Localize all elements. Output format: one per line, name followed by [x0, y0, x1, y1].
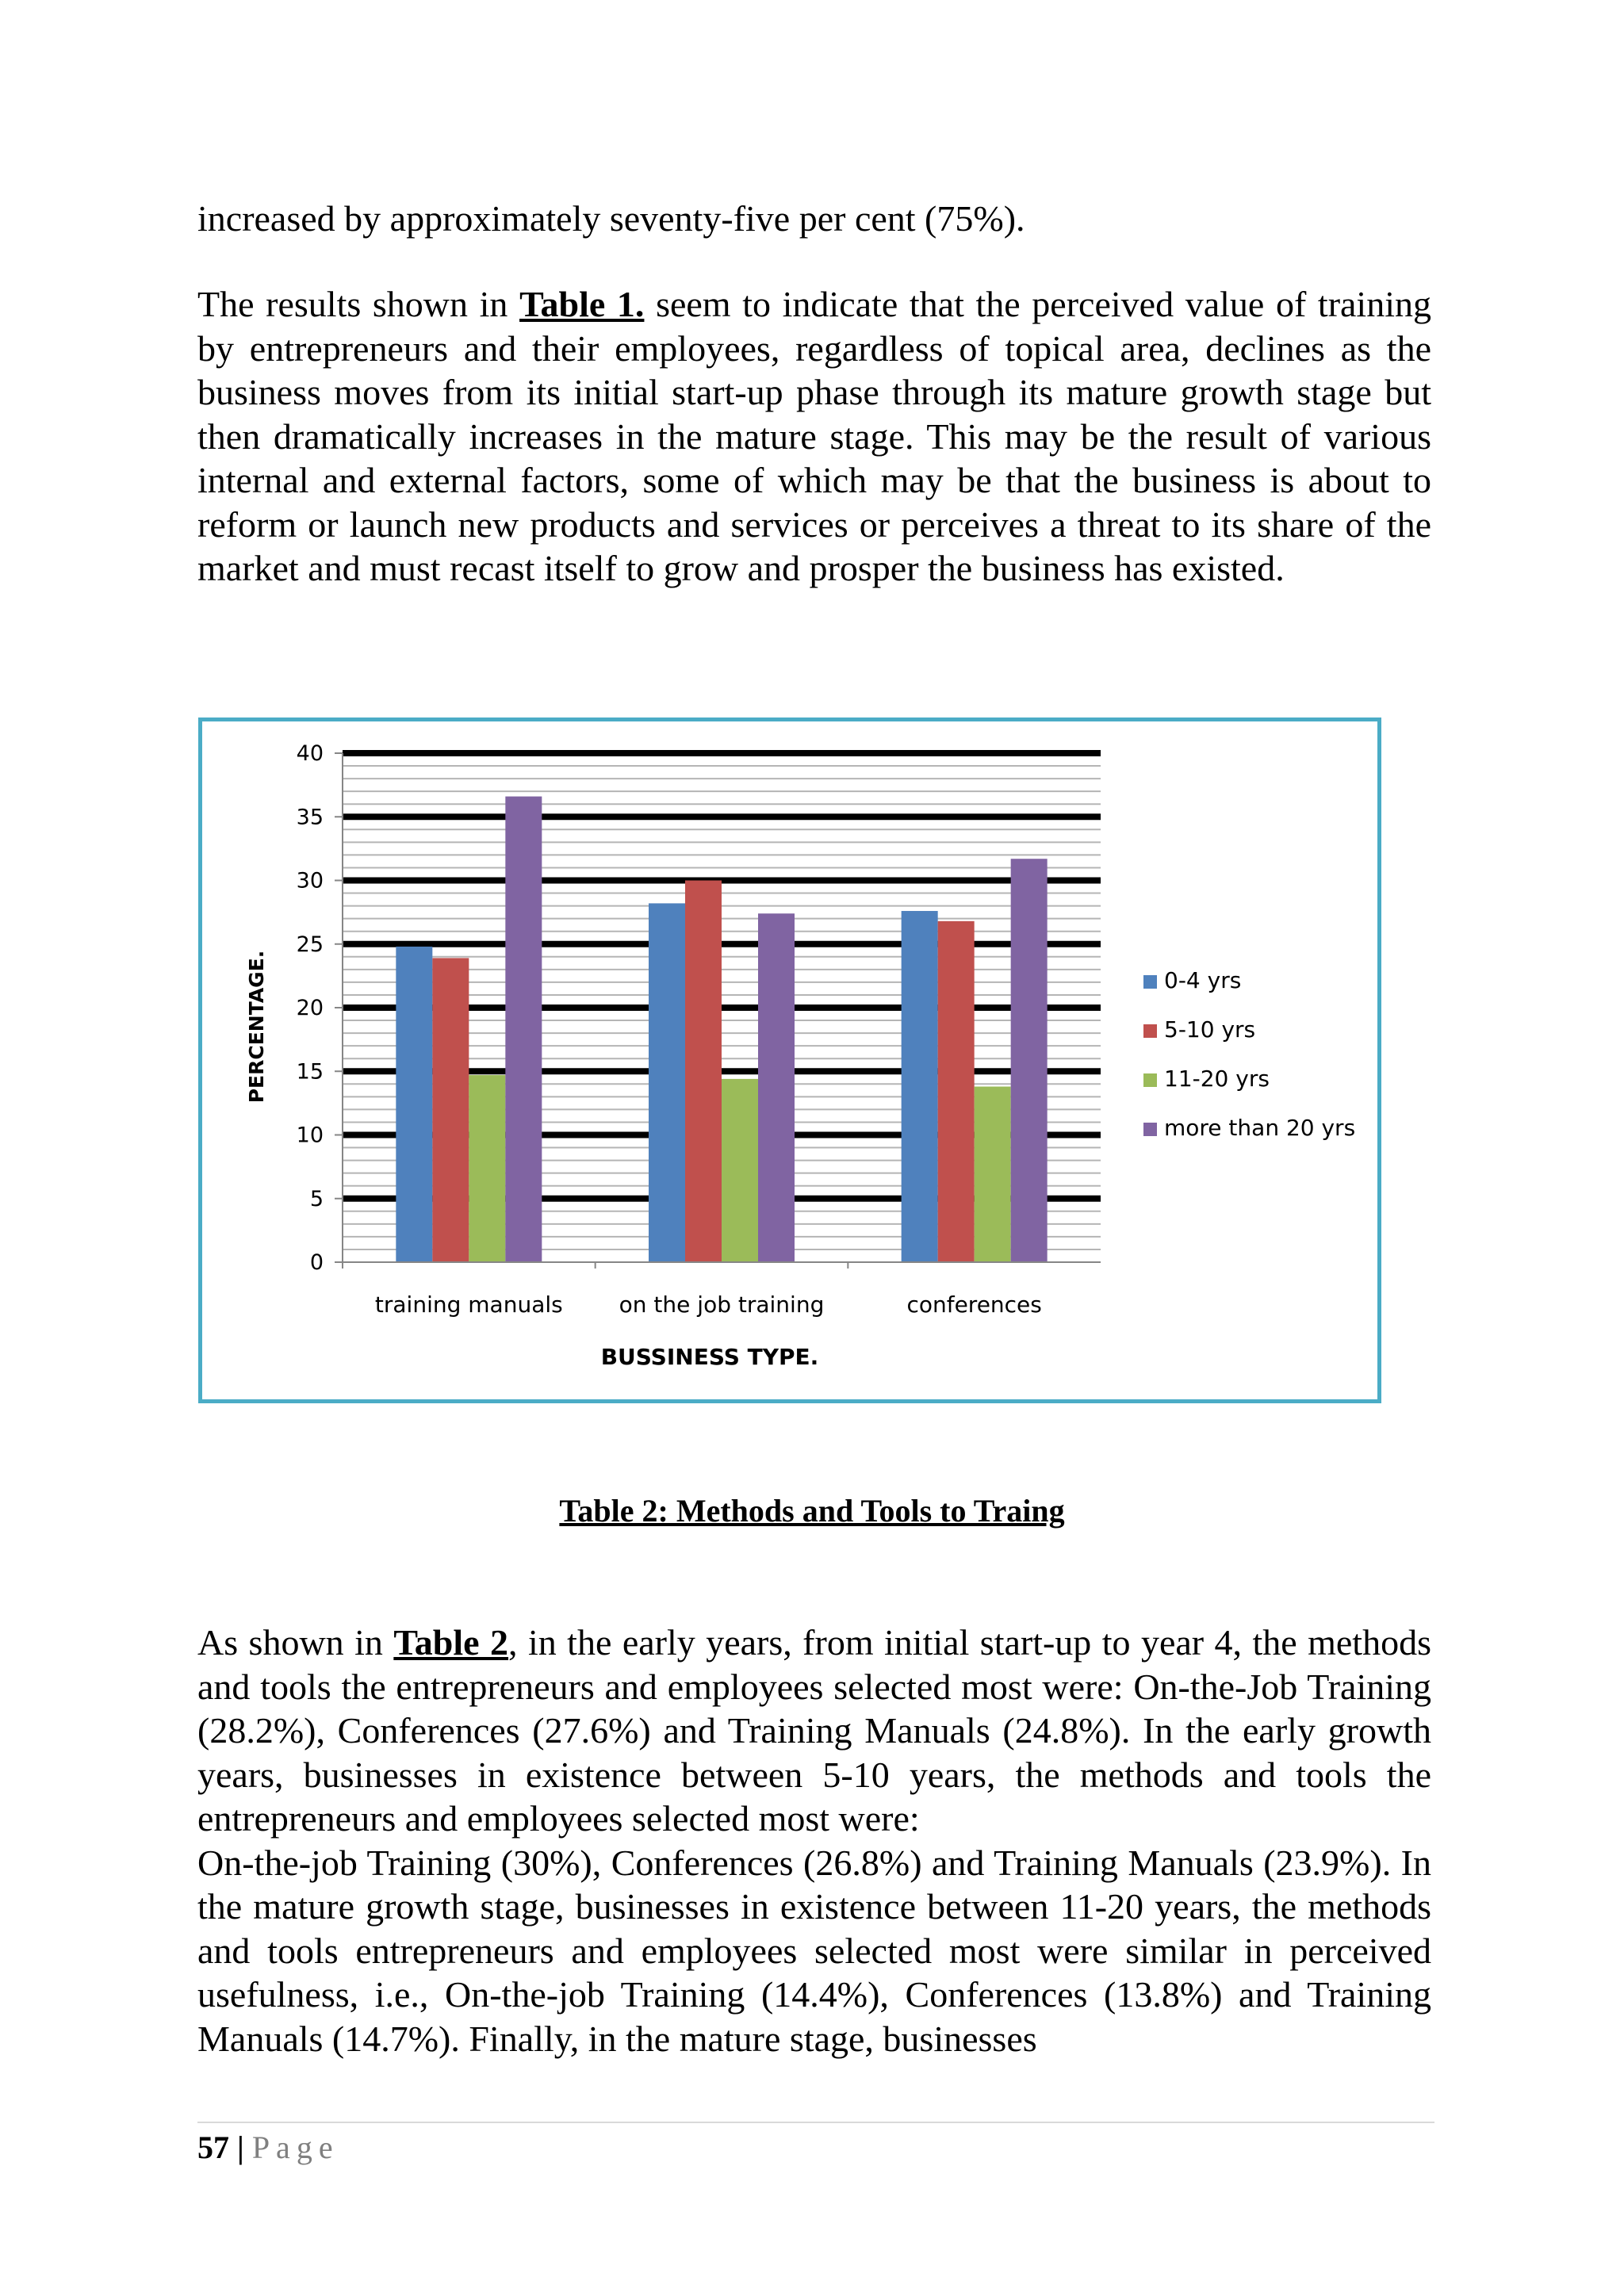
bar [758, 913, 795, 1262]
chart-bars [396, 797, 1047, 1262]
y-tick-label: 10 [296, 1123, 324, 1148]
paragraph-table2-results [197, 1621, 1431, 2061]
y-tick-label: 35 [296, 805, 324, 830]
y-tick-label: 15 [296, 1059, 324, 1085]
legend-swatch [1143, 1073, 1157, 1087]
x-tick-label: on the job training [619, 1292, 825, 1318]
bar [975, 1087, 1011, 1262]
y-tick-label: 20 [296, 996, 324, 1020]
bar [902, 911, 938, 1262]
bar [396, 947, 432, 1262]
y-tick-label: 25 [296, 932, 324, 957]
table2-reference: Table 2 [393, 1622, 509, 1663]
legend-label: 5-10 yrs [1164, 1016, 1256, 1043]
paragraph-intro [197, 197, 1431, 241]
x-axis-label: BUSSINESS TYPE. [600, 1344, 819, 1370]
y-tick-label: 5 [309, 1186, 324, 1211]
paragraph-table1-post: seem to indicate that the perceived value of training by entrepreneurs and their employees, regardless of topical area, declines as the business moves from its initial start-up phase through its mature growth stage but then dramatically increases in the mature stage. This may be the result of various internal and external factors, some of which may be that the business is about to reform or launch new products and services or perceives a threat to its share of the market and must recast itself to grow and prosper the business has existed. [197, 284, 1431, 588]
chart-legend [1143, 967, 1355, 1141]
bar [938, 921, 975, 1262]
bar [685, 881, 722, 1263]
bar [649, 903, 685, 1262]
x-tick-label: conferences [906, 1292, 1042, 1318]
bar [505, 797, 542, 1262]
page-label: Page [251, 2130, 339, 2165]
paragraph-table1-pre: The results shown in [197, 284, 520, 324]
legend-label: 11-20 yrs [1164, 1066, 1270, 1092]
chart-container [198, 718, 1381, 1403]
y-axis-label: PERCENTAGE. [245, 950, 268, 1104]
x-tick-label: training manuals [374, 1292, 563, 1318]
paragraph-table2-continued: On-the-job Training (30%), Conferences (26.8%) and Training Manuals (23.9%). In the mature growth stage, businesses in existence between 11-20 years, the methods and tools entrepreneurs and employees selected most were similar in perceived usefulness, i.e., On-the-job Training (14.4%), Conferences (13.8%) and Training Manuals (14.7%). Finally, in the mature stage, businesses [197, 1842, 1431, 2059]
bar [432, 958, 469, 1262]
table-caption: Table 2: Methods and Tools to Traing [559, 1493, 1065, 1529]
bar [469, 1075, 505, 1262]
bar-chart [202, 721, 1377, 1399]
paragraph-table2-pre: As shown in [197, 1622, 394, 1663]
bar [1011, 859, 1048, 1262]
paragraph-intro-text: increased by approximately seventy-five per cent (75%). [197, 198, 1025, 239]
footer-divider [197, 2122, 1434, 2123]
legend-swatch [1143, 1123, 1157, 1136]
legend-swatch [1143, 1024, 1157, 1038]
legend-label: 0-4 yrs [1164, 967, 1242, 993]
paragraph-table1-results [197, 282, 1431, 591]
bar [722, 1079, 758, 1262]
y-tick-label: 40 [296, 741, 324, 766]
legend-label: more than 20 yrs [1164, 1115, 1356, 1141]
paragraph-table2-post: , in the early years, from initial start-up to year 4, the methods and tools the entrepreneurs and employees selected most were: On-the-Job Training (28.2%), Conferences (27.6%) and Training Manuals (24.8%). In the early growth years, businesses in existence between 5-10 years, the methods and tools the entrepreneurs and employees selected most were: [197, 1622, 1431, 1839]
page-footer [197, 2129, 339, 2166]
page-number: 57 [197, 2130, 229, 2165]
y-tick-label: 30 [296, 868, 324, 894]
table1-reference: Table 1. [519, 284, 645, 324]
footer-separator: | [237, 2130, 244, 2165]
legend-swatch [1143, 975, 1157, 989]
y-tick-label: 0 [309, 1250, 324, 1275]
